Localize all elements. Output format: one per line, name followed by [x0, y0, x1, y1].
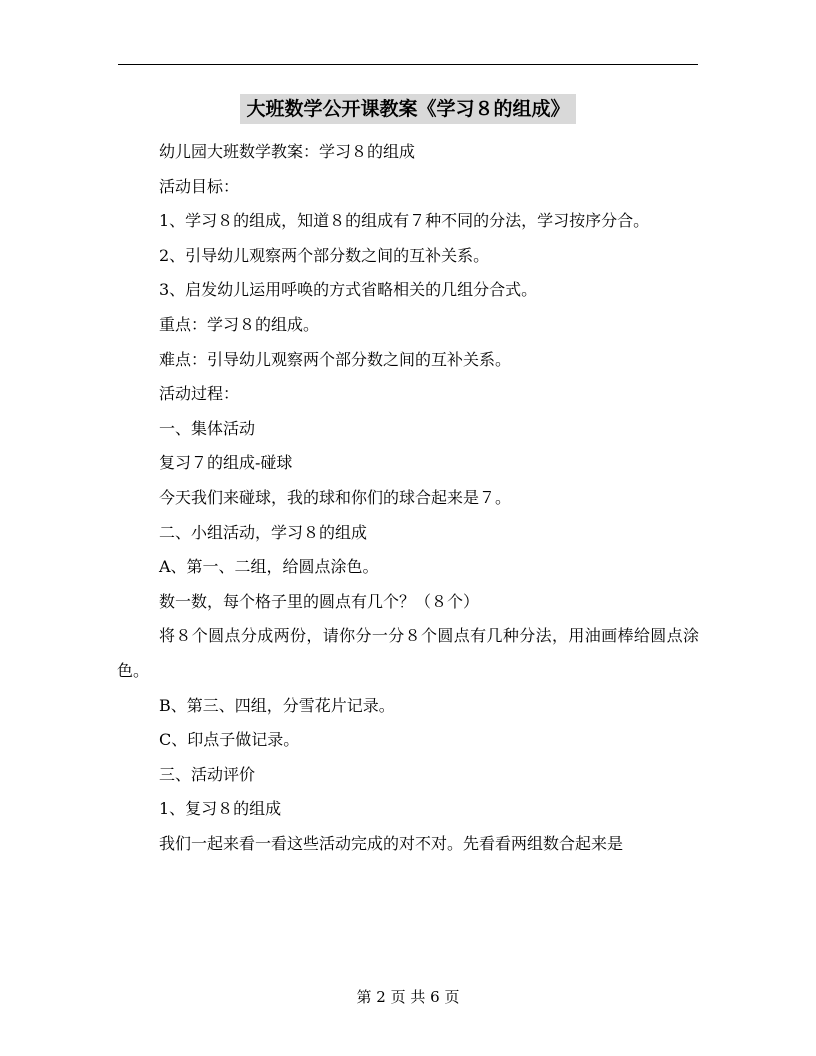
document-title: 大班数学公开课教案《学习８的组成》 [240, 94, 575, 124]
paragraph-key-point: 重点：学习８的组成。 [159, 314, 320, 334]
paragraph-goal-1: 1、学习８的组成，知道８的组成有７种不同的分法，学习按序分合。 [159, 211, 650, 231]
paragraph-count-dots: 数一数，每个格子里的圆点有几个？（８个） [159, 591, 480, 611]
paragraph-goal-2: 2、引导幼儿观察两个部分数之间的互补关系。 [159, 245, 490, 265]
paragraph-check: 我们一起来看一看这些活动完成的对不对。先看看两组数合起来是 [159, 833, 624, 853]
paragraph-process-heading: 活动过程： [159, 384, 240, 404]
paragraph-intro: 幼儿园大班数学教案：学习８的组成 [159, 142, 416, 161]
paragraph-goal-3: 3、启发幼儿运用呼唤的方式省略相关的几组分合式。 [159, 280, 538, 300]
paragraph-review-8: 1、复习８的组成 [159, 799, 282, 819]
document-title-block [0, 94, 816, 125]
paragraph-split-dots: 将８个圆点分成两份，请你分一分８个圆点有几种分法，用油画棒给圆点涂色。 [117, 626, 699, 680]
paragraph-section-1: 一、集体活动 [159, 418, 256, 438]
paragraph-goals-heading: 活动目标： [159, 176, 240, 196]
page-footer: 第 2 页 共 6 页 [356, 988, 460, 1006]
header-rule [118, 64, 698, 65]
paragraph-group-c: C、印点子做记录。 [159, 730, 300, 750]
paragraph-section-2: 二、小组活动，学习８的组成 [159, 522, 368, 542]
paragraph-difficulty: 难点：引导幼儿观察两个部分数之间的互补关系。 [159, 349, 512, 369]
paragraph-review-7: 复习７的组成-碰球 [159, 453, 293, 473]
paragraph-section-3: 三、活动评价 [159, 764, 256, 784]
paragraph-ball-game: 今天我们来碰球，我的球和你们的球合起来是７。 [159, 487, 512, 507]
document-body [117, 135, 699, 861]
paragraph-group-b: B、第三、四组，分雪花片记录。 [159, 695, 395, 715]
paragraph-group-a: A、第一、二组，给圆点涂色。 [159, 557, 379, 577]
